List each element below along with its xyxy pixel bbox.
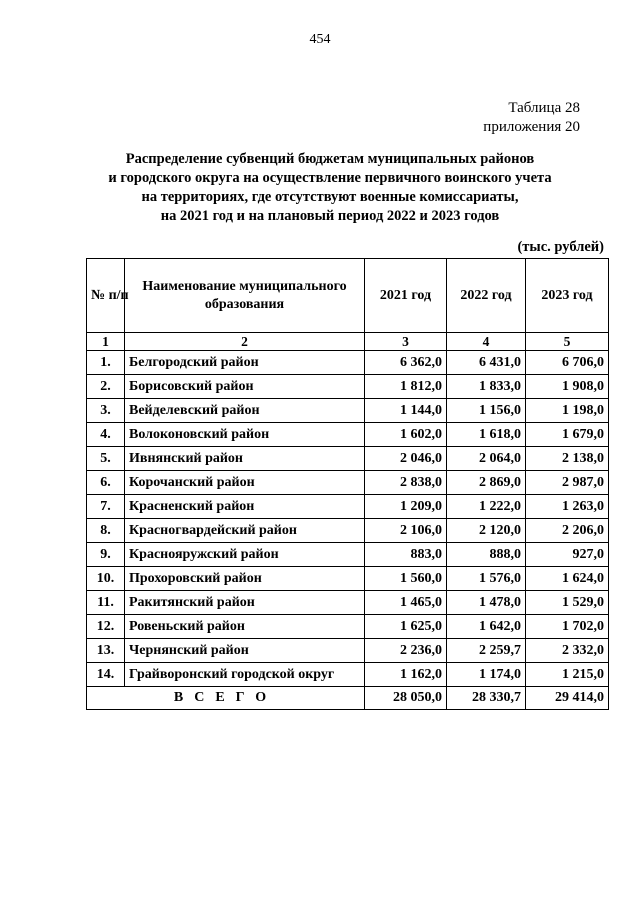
subvention-table — [86, 258, 609, 710]
total-2021: 28 050,0 — [365, 687, 447, 710]
row-number: 8. — [87, 519, 125, 543]
municipality-name: Красненский район — [125, 495, 365, 519]
value-2022: 2 869,0 — [447, 471, 526, 495]
value-2021: 1 465,0 — [365, 591, 447, 615]
title-line-2: и городского округа на осуществление первичного воинского учета — [108, 170, 552, 186]
value-2023: 1 263,0 — [526, 495, 609, 519]
value-2021: 1 812,0 — [365, 375, 447, 399]
municipality-name: Вейделевский район — [125, 399, 365, 423]
table-row — [87, 375, 609, 399]
municipality-name: Белгородский район — [125, 351, 365, 375]
row-number: 7. — [87, 495, 125, 519]
municipality-name: Корочанский район — [125, 471, 365, 495]
title-line-4: на 2021 год и на плановый период 2022 и 2023 годов — [160, 208, 500, 224]
header-name: Наименование муниципального образования — [125, 259, 365, 333]
row-number: 4. — [87, 423, 125, 447]
table-row — [87, 423, 609, 447]
row-number: 6. — [87, 471, 125, 495]
value-2023: 1 702,0 — [526, 615, 609, 639]
value-2023: 1 908,0 — [526, 375, 609, 399]
municipality-name: Ровеньский район — [125, 615, 365, 639]
value-2021: 1 162,0 — [365, 663, 447, 687]
municipality-name: Краснояружский район — [125, 543, 365, 567]
value-2022: 1 156,0 — [447, 399, 526, 423]
value-2022: 1 222,0 — [447, 495, 526, 519]
value-2021: 6 362,0 — [365, 351, 447, 375]
value-2022: 6 431,0 — [447, 351, 526, 375]
value-2022: 888,0 — [447, 543, 526, 567]
title-line-3: на территориях, где отсутствуют военные комиссариаты, — [141, 189, 519, 205]
value-2021: 1 144,0 — [365, 399, 447, 423]
municipality-name: Прохоровский район — [125, 567, 365, 591]
value-2022: 1 833,0 — [447, 375, 526, 399]
header-2023: 2023 год — [526, 259, 609, 333]
row-number: 5. — [87, 447, 125, 471]
value-2022: 1 618,0 — [447, 423, 526, 447]
table-reference — [483, 99, 580, 137]
table-row — [87, 543, 609, 567]
municipality-name: Борисовский район — [125, 375, 365, 399]
column-number: 2 — [125, 333, 365, 351]
municipality-name: Чернянский район — [125, 639, 365, 663]
table-row — [87, 351, 609, 375]
value-2023: 2 987,0 — [526, 471, 609, 495]
value-2023: 927,0 — [526, 543, 609, 567]
total-row — [87, 687, 609, 710]
value-2022: 2 120,0 — [447, 519, 526, 543]
municipality-name: Волоконовский район — [125, 423, 365, 447]
row-number: 11. — [87, 591, 125, 615]
table-reference-line2: приложения 20 — [483, 119, 580, 135]
table-row — [87, 591, 609, 615]
value-2021: 2 236,0 — [365, 639, 447, 663]
municipality-name: Грайворонский городской округ — [125, 663, 365, 687]
value-2023: 2 206,0 — [526, 519, 609, 543]
value-2022: 1 642,0 — [447, 615, 526, 639]
header-2022: 2022 год — [447, 259, 526, 333]
value-2021: 2 838,0 — [365, 471, 447, 495]
value-2022: 2 064,0 — [447, 447, 526, 471]
table-reference-line1: Таблица 28 — [508, 100, 580, 116]
document-title — [60, 150, 600, 226]
value-2021: 2 046,0 — [365, 447, 447, 471]
value-2022: 2 259,7 — [447, 639, 526, 663]
value-2023: 6 706,0 — [526, 351, 609, 375]
row-number: 13. — [87, 639, 125, 663]
value-2023: 1 624,0 — [526, 567, 609, 591]
table-row — [87, 399, 609, 423]
municipality-name: Красногвардейский район — [125, 519, 365, 543]
total-2022: 28 330,7 — [447, 687, 526, 710]
value-2023: 1 529,0 — [526, 591, 609, 615]
value-2021: 1 209,0 — [365, 495, 447, 519]
table-row — [87, 615, 609, 639]
row-number: 14. — [87, 663, 125, 687]
table-row — [87, 663, 609, 687]
row-number: 10. — [87, 567, 125, 591]
value-2022: 1 576,0 — [447, 567, 526, 591]
value-2021: 2 106,0 — [365, 519, 447, 543]
value-2021: 1 602,0 — [365, 423, 447, 447]
row-number: 12. — [87, 615, 125, 639]
header-2021: 2021 год — [365, 259, 447, 333]
page-number: 454 — [309, 32, 331, 47]
table-row — [87, 639, 609, 663]
value-2023: 2 332,0 — [526, 639, 609, 663]
column-number: 4 — [447, 333, 526, 351]
total-label: ВСЕГО — [87, 687, 365, 710]
value-2022: 1 174,0 — [447, 663, 526, 687]
value-2021: 1 560,0 — [365, 567, 447, 591]
value-2021: 1 625,0 — [365, 615, 447, 639]
column-number: 1 — [87, 333, 125, 351]
title-line-1: Распределение субвенций бюджетам муниципальных районов — [125, 151, 535, 167]
row-number: 2. — [87, 375, 125, 399]
column-number-row — [87, 333, 609, 351]
row-number: 3. — [87, 399, 125, 423]
value-2023: 2 138,0 — [526, 447, 609, 471]
table-row — [87, 495, 609, 519]
header-row — [87, 259, 609, 333]
total-2023: 29 414,0 — [526, 687, 609, 710]
row-number: 9. — [87, 543, 125, 567]
column-number: 3 — [365, 333, 447, 351]
header-number: № п/п — [87, 259, 125, 333]
value-2023: 1 215,0 — [526, 663, 609, 687]
table-row — [87, 567, 609, 591]
units-label: (тыс. рублей) — [517, 239, 604, 255]
value-2023: 1 198,0 — [526, 399, 609, 423]
municipality-name: Ивнянский район — [125, 447, 365, 471]
municipality-name: Ракитянский район — [125, 591, 365, 615]
table-row — [87, 519, 609, 543]
value-2022: 1 478,0 — [447, 591, 526, 615]
column-number: 5 — [526, 333, 609, 351]
value-2021: 883,0 — [365, 543, 447, 567]
row-number: 1. — [87, 351, 125, 375]
table-row — [87, 447, 609, 471]
value-2023: 1 679,0 — [526, 423, 609, 447]
table-row — [87, 471, 609, 495]
